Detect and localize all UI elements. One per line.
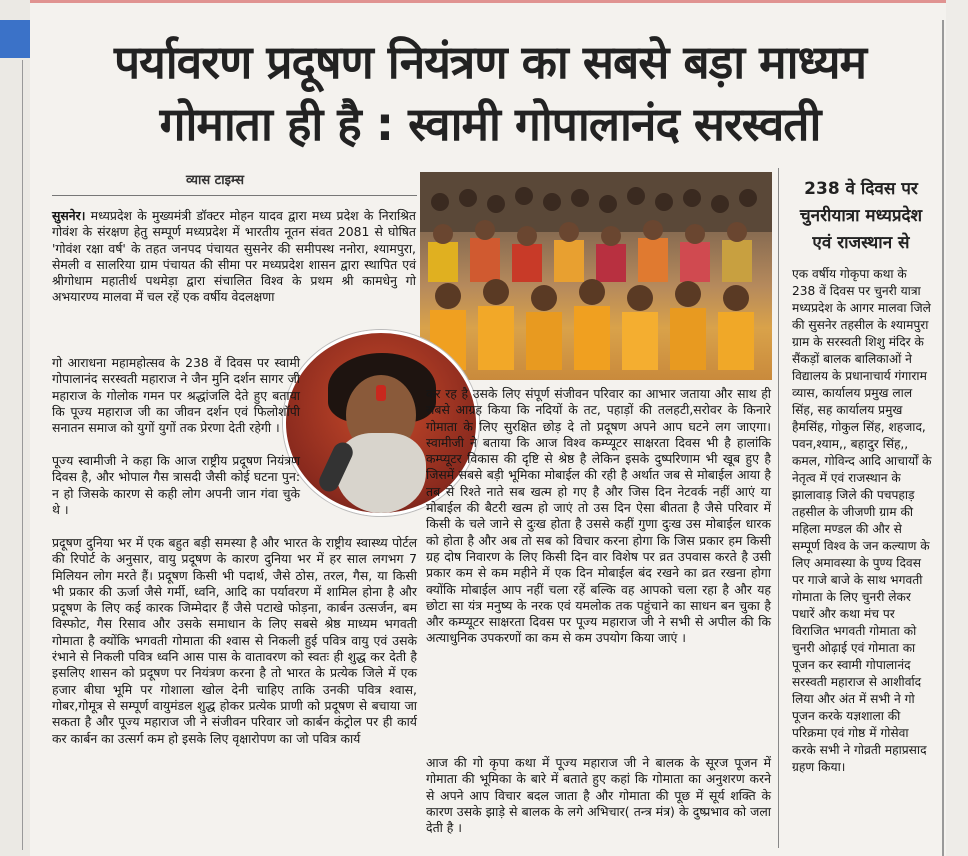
article-para-4: आज की गो कृपा कथा में पूज्य महाराज जी ने बालक के सूरज पूजन में गोमाता की भूमिका के बारे में बताते हुए कहां कि गोमाता का अनुशरण करने से अपने आप विचार बदल जाता है और गोमाता की पूछ में सूर्य शक्ति के कारण उसके झाड़े से बालक के लगे अभिचार( तन्त्र मंत्र) के दुष्प्रभाव को जला देती है । [426,755,771,836]
top-border [30,0,968,3]
article-para-2a: पूज्य स्वामीजी ने कहा कि आज राष्ट्रीय प्रदूषण नियंत्रण दिवस है, और भोपाल गैस त्रासदी जैसी कोई घटना पुन: न हो जिसके कारण से कही लोग अपनी जान गंवा चुके थे । [52,453,300,517]
article-para-3: कर रह है उसके लिए संपूर्ण संजीवन परिवार का आभार जताया और साथ ही सबसे आग्रह किया कि नदियों के तट, पहाड़ों की तलहटी,सरोवर के किनारे गोमाता के लिए सुरक्षित छोड़ दे तो प्रदूषण अपने आप घटने लग जाएगा। स्वामीजी ने बताया कि आज विश्व कम्प्यूटर साक्षरता दिवस भी है हालांकि कम्प्यूटर विकास की दृष्टि से श्रेष्ठ है लेकिन इसके दुष्परिणाम भी खूब हुए है जिसमें सबसे बड़ी भूमिका मोबाईल की रही है अर्थात जब से मोबाईल आया है तब से रिश्ते नाते सब खत्म हो गए है और जिस दिन नेटवर्क नहीं आएं या मोबाईल की बैटरी खत्म हो जाएं तो उस दिन ऐसा बीतता है जैसे परिवार में किसी के चले जाने से दुःख होता है उससे कहीं गुणा दुःख उस मोबाईल धारक को होता है और अब तो सब को विचार करना होगा कि जिस प्रकार हम किसी ग्रह दोष निवारण के लिए किसी दिन वार विशेष पर व्रत उपवास करते है उसी प्रकार कम से कम महीने में एक दिन मोबाईल बंद रखने का व्रत रखना होगा क्योंकि मोबाईल आप नहीं चला रहें बल्कि वह आपको चला रहा है और यह छोटा सा यंत्र मनुष्य के नरक एवं यमलोक तक पहुंचाने का साधन बन चुका है और कम्प्यूटर साक्षरता दिवस पर पूज्य महाराज जी ने सभी से अपील की कि अत्याधुनिक उपकरणों का कम से कम उपयोग किया जाएं । [426,386,771,646]
crowd-photo [420,172,772,380]
headline-line-1: पर्यावरण प्रदूषण नियंत्रण का सबसे बड़ा माध्यम [113,35,867,89]
dateline-place: सुसनेर। [52,208,86,223]
byline-divider [52,195,417,196]
column-divider [22,60,23,850]
portrait-tilak [376,385,386,401]
article-para-1b: गो आराधना महामहोत्सव के 238 वें दिवस पर स्वामी गोपालानंद सरस्वती महाराज ने जैन मुनि दर्शन सागर जी महाराज के गोलोक गमन पर श्रद्धांजलि देते हुए बताया कि पूज्य महाराज जी का जीवन दर्शन एवं फिलोशॉपी सनातन समाज को युगों युगों तक प्रेरणा देती रहेगी । [52,355,300,436]
left-adjacent-column [0,0,30,856]
article-para-2b: प्रदूषण दुनिया भर में एक बहुत बड़ी समस्या है और भारत के राष्ट्रीय स्वास्थ्य पोर्टल की रिपोर्ट के अनुसार, वायु प्रदूषण के कारण दुनिया भर में हर साल लगभग 7 मिलियन लोग मरते हैं। प्रदूषण किसी भी पदार्थ, जैसे ठोस, तरल, गैस, या किसी भी प्रकार की ऊर्जा जैसे गर्मी, ध्वनि, आदि का पर्यावरण में शामिल होना है और प्रदूषण के लिए कई कारक जिम्मेदार हैं जैसे पटाखे फोड़ना, कार्बन उत्सर्जन, बम विस्फोट, गैस रिसाव और उसके समाधान के लिए सबसे श्रेष्ठ माध्यम भगवती गोमाता है क्योंकि भगवती गोमाता की श्वास से निकली हुई पवित्र वायु एवं उसके रंभाने से निकली पवित्र ध्वनि आस पास के वातावरण को स्वतः ही शुद्ध कर देती है इसलिए शासन को प्रदूषण पर नियंत्रण करना है तो भारत के प्रत्येक जिले में एक हजार बीघा भूमि पर गोशाला खोल देनी चाहिए ताकि उनकी पवित्र श्वास, गोबर,गोमूत्र से सम्पूर्ण वायुमंडल शुद्ध होकर प्रत्येक प्राणी को प्रदूषण से बचाया जा सकता है और पूज्य महाराज जी ने संजीवन परिवार जो कार्बन कंट्रोल पर ही कार्य कर कार्बन का उत्सर्ग कम हो इसके लिए वृक्षारोपण का जो पवित्र कार्य [52,535,417,746]
sidebar-divider [778,168,779,848]
right-border [942,20,944,856]
right-adjacent-column [946,0,968,856]
article-para-1 [52,208,416,306]
sidebar-heading-2: चुनरीयात्रा मध्यप्रदेश [799,206,923,226]
headline-line-2: गोमाता ही है : स्वामी गोपालानंद सरस्वती [159,97,821,151]
byline: व्यास टाइम्स [186,173,244,188]
crowd-photo-illustration [420,172,772,380]
sidebar-heading-3: एवं राजस्थान से [812,233,910,253]
sidebar-text: एक वर्षीय गोकृपा कथा के 238 वें दिवस पर चुनरी यात्रा मध्यप्रदेश के आगर मालवा जिले की सुसनेर तहसील के श्यामपुरा ग्राम के सरस्वती शिशु मंदिर के सैंकड़ों बालक बालिकाओं ने विद्यालय के प्रधानाचार्य गंगाराम व्यास, कार्यालय प्रमुख लाल सिंह, सह कार्यालय प्रमुख हैमसिंह, गोकुल सिंह, शहजाद, पवन,श्याम,, बहादुर सिंह,, कमल, गोविन्द आदि आचार्यों के नेतृत्व में एवं राजस्थान के झालावाड़ जिले की पचपहाड़ तहसील के जीजणी ग्राम की महिला मण्डल की और से सम्पूर्ण विश्व के जन कल्याण के लिए अमावस्या के पुण्य दिवस पर गाजे बाजे के साथ भगवती गोमाता के लिए चुनरी लेकर पधारें और कथा मंच पर विराजित भगवती गोमाता को चुनरी ओढ़ाई एवं गोमाता का पूजन कर स्वामी गोपालानंद सरस्वती महाराज से आशीर्वाद लिया और अंत में सभी ने गो पूजन करके यज्ञशाला की परिक्रमा एवं गोष्ठ में गोसेवा करके सभी ने गोव्रती महाप्रसाद ग्रहण किया। [792,267,932,774]
article-para-1-text: मध्यप्रदेश के मुख्यमंत्री डॉक्टर मोहन यादव द्वारा मध्य प्रदेश के निराश्रित गोवंश के संरक्षण हेतु सम्पूर्ण मध्यप्रदेश में भारतीय नूतन संवत 2081 से घोषित 'गोवंश रक्षा वर्ष' के तहत जनपद पंचायत सुसनेर की समीपस्थ ननोरा, श्यामपुरा, सेमली व सालरिया ग्राम पंचायत की सीमा पर मध्यप्रदेश शासन द्वारा स्थापित एवं श्रीगोधाम महातीर्थ पथमेड़ा द्वारा संचालित विश्व के प्रथम श्री कामधेनु गो अभयारण्य मालवा में चल रहें एक वर्षीय वेदलक्षणा [52,208,416,305]
sidebar-heading-1: 238 वे दिवस पर [804,179,918,199]
adjacent-blue-block [0,20,30,58]
